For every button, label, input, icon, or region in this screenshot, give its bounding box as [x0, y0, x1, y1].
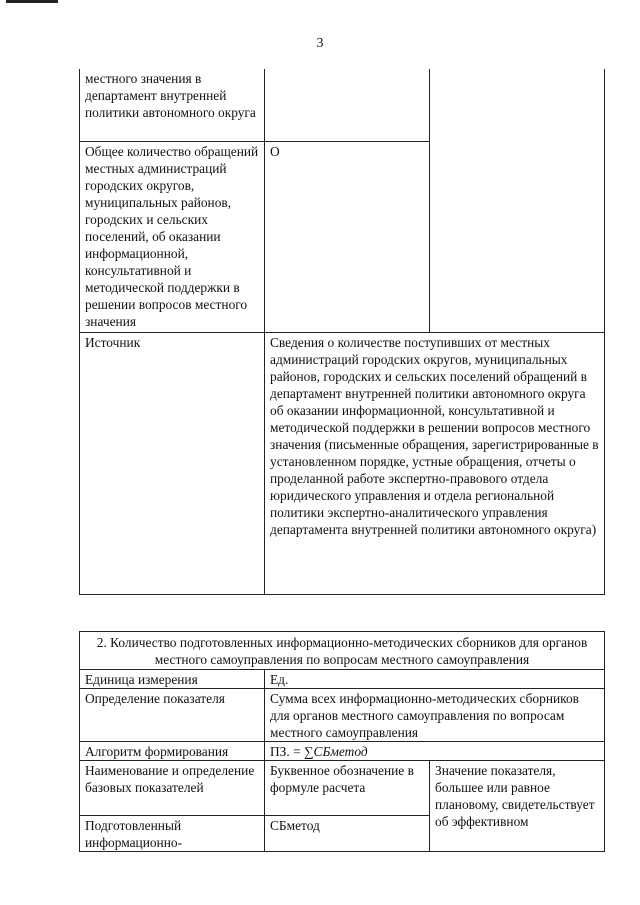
table-row — [80, 761, 605, 816]
formula-prefix: ПЗ. = ∑ — [270, 744, 314, 759]
source-label-cell: Источник — [80, 332, 265, 594]
row1-label-cell: местного значения в департамент внутренней политики автономного округа — [80, 69, 265, 141]
table-row — [80, 689, 605, 742]
algorithm-formula-cell — [265, 742, 605, 761]
table-row — [80, 332, 605, 594]
definition-label-cell: Определение показателя — [80, 689, 265, 742]
table-row — [80, 632, 605, 670]
indicator-title: 2. Количество подготовленных информационно-методических сборников для органов местного самоуправления по вопросам местного самоуправления — [80, 632, 605, 670]
symbol-cell: СБметод — [265, 816, 430, 852]
indicator-table-1 — [79, 69, 605, 595]
source-value-cell: Сведения о количестве поступивших от местных администраций городских округов, муниципальных районов, городских и сельских поселений обращений в департамент внутренней политики автономного округа об оказании информационной, консультативной и методической поддержки в решении вопросов местного значения (письменные обращения, зарегистрированные в установленном порядке, устные обращения, отчеты о проделанной работе экспертно-правового отдела юридического управления и отдела региональной политики экспертно-аналитического управления департамента внутренней политики автономного округа) — [265, 332, 605, 594]
row1-empty-cell — [265, 69, 430, 141]
row2-value-cell: О — [265, 141, 430, 332]
indicator-table-2 — [79, 631, 605, 852]
formula-variable: СБметод — [313, 744, 368, 759]
symbol-header: Буквенное обозначение в формуле расчета — [265, 761, 430, 816]
row2-label-cell: Общее количество обращений местных администраций городских округов, муниципальных районов, городских и сельских поселений, об оказании информационной, консультативной и методической поддержки в решении вопросов местного значения — [80, 141, 265, 332]
evaluation-header: Значение показателя, большее или равное плановому, свидетельствует об эффективном — [430, 761, 605, 852]
table-row — [80, 69, 605, 141]
unit-value-cell: Ед. — [265, 670, 605, 689]
table-row — [80, 670, 605, 689]
definition-value-cell: Сумма всех информационно-методических сборников для органов местного самоуправления по вопросам местного самоуправления — [265, 689, 605, 742]
base-indicator-header: Наименование и определение базовых показателей — [80, 761, 265, 816]
base-indicator-cell: Подготовленный информационно- — [80, 816, 265, 852]
table-row — [80, 742, 605, 761]
page-number: 3 — [316, 36, 324, 51]
algorithm-label-cell: Алгоритм формирования — [80, 742, 265, 761]
scan-edge-mark — [6, 0, 58, 3]
side-empty-cell — [430, 69, 605, 332]
unit-label-cell: Единица измерения — [80, 670, 265, 689]
